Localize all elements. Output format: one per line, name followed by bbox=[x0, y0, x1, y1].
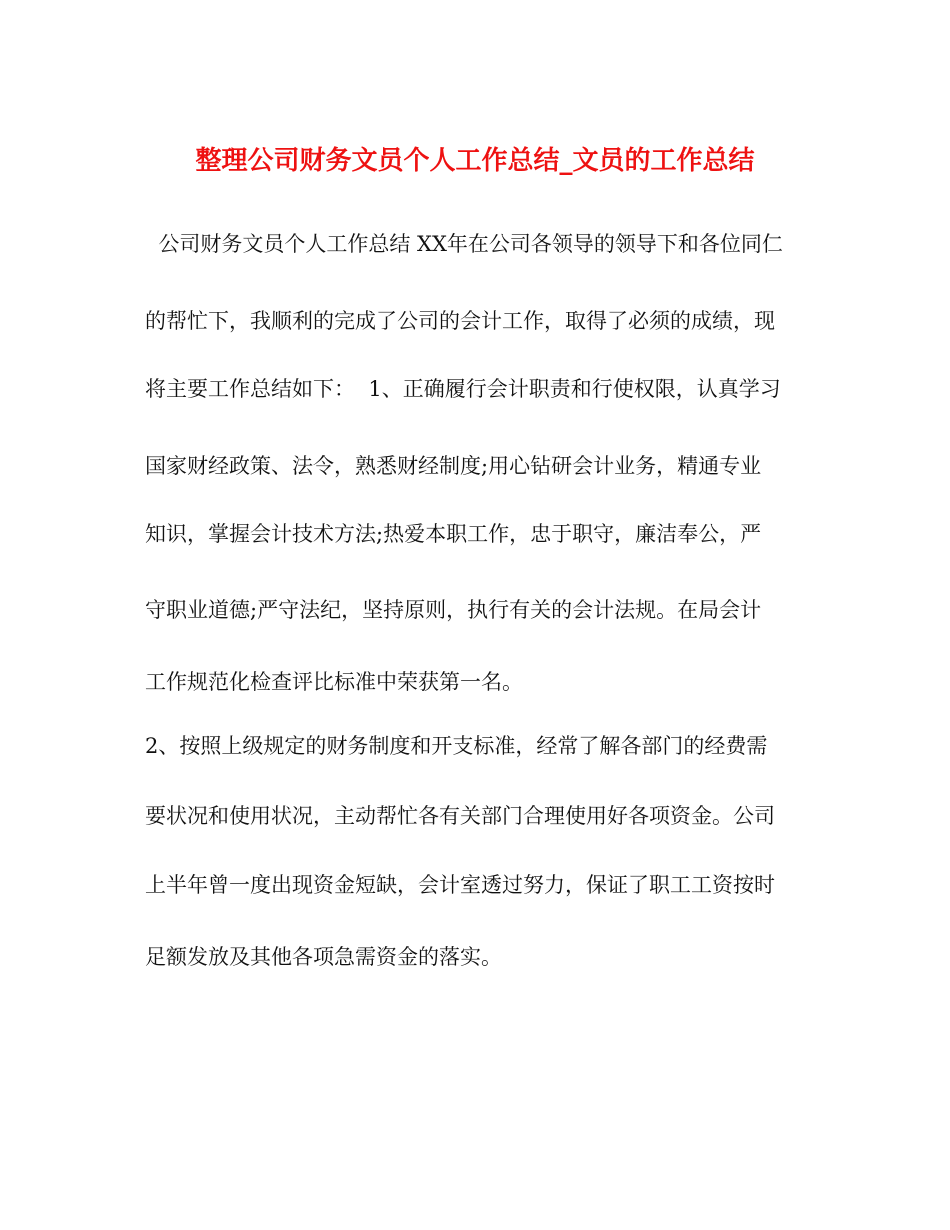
body-line-3: 将主要工作总结如下： 1、正确履行会计职责和行使权限，认真学习 bbox=[145, 377, 781, 401]
document-title: 整理公司财务文员个人工作总结_文员的工作总结 bbox=[195, 146, 755, 176]
body-line-6: 守职业道德;严守法纪，坚持原则，执行有关的会计法规。在局会计 bbox=[145, 598, 762, 622]
body-line-9: 要状况和使用状况，主动帮忙各有关部门合理使用好各项资金。公司 bbox=[145, 804, 775, 828]
body-line-8: 2、按照上级规定的财务制度和开支标准，经常了解各部门的经费需 bbox=[145, 734, 768, 758]
body-line-4: 国家财经政策、法令，熟悉财经制度;用心钻研会计业务，精通专业 bbox=[145, 454, 762, 478]
body-line-11: 足额发放及其他各项急需资金的落实。 bbox=[145, 945, 502, 969]
body-line-2: 的帮忙下，我顺利的完成了公司的会计工作，取得了必须的成绩，现 bbox=[145, 309, 775, 333]
body-line-10: 上半年曾一度出现资金短缺，会计室透过努力，保证了职工工资按时 bbox=[145, 873, 775, 897]
body-line-5: 知识，掌握会计技术方法;热爱本职工作，忠于职守，廉洁奉公，严 bbox=[145, 522, 762, 546]
body-line-7: 工作规范化检查评比标准中荣获第一名。 bbox=[145, 670, 523, 694]
body-line-1: 公司财务文员个人工作总结 XX年在公司各领导的领导下和各位同仁 bbox=[145, 232, 783, 256]
